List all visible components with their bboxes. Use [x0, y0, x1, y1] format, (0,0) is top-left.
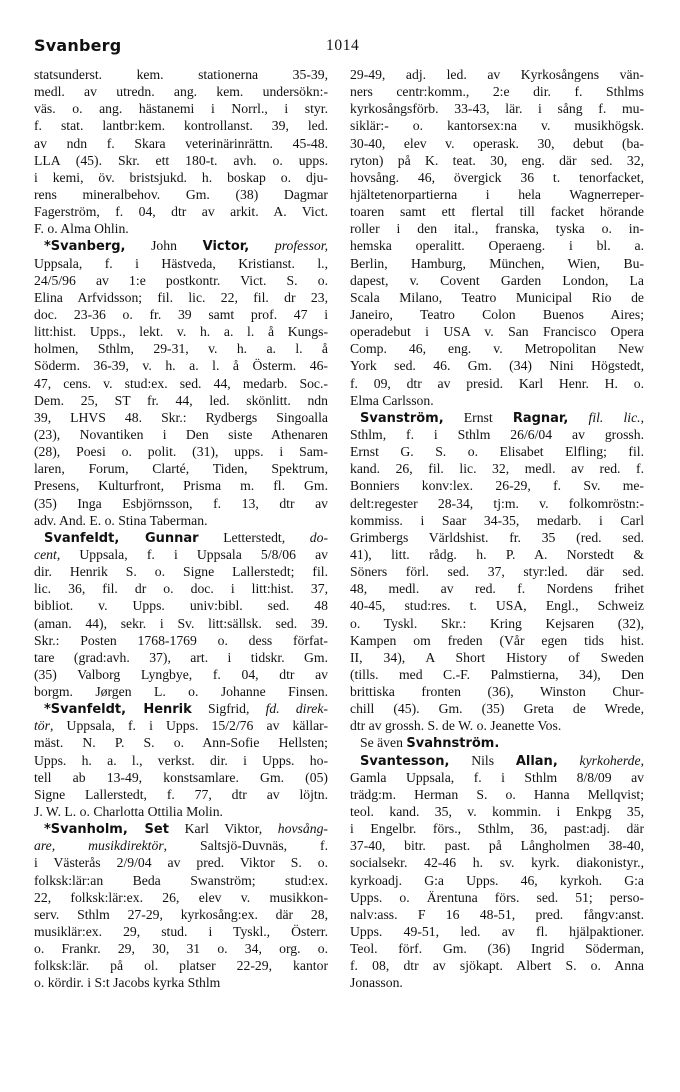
- text-line: dapest, v. Covent Garden London, La: [350, 272, 644, 288]
- text-line: 48, medl. av red. f. Nordens frihet: [350, 581, 644, 597]
- text-line: (tills. med C.-F. Palmstierna, 34), Den: [350, 666, 644, 682]
- text-line: Elma Carlsson.: [350, 392, 434, 408]
- text-line: Bonniers konv:lex. 26-29, f. Sv. me-: [350, 478, 644, 494]
- text-line: *Svanfeldt, Henrik Sigfrid, fd. direk-: [44, 701, 328, 718]
- text-line: siklär:- o. kantorsex:na v. musikhögsk.: [350, 118, 644, 134]
- text-line: tare (grad:avh. 37), art. i tidskr. Gm.: [34, 649, 328, 665]
- text-line: rens mineralbehov. Gm. (38) Dagmar: [34, 186, 328, 202]
- running-head: Svanberg: [34, 36, 122, 55]
- text-line: i Västerås 2/9/04 av pred. Viktor S. o.: [34, 855, 328, 871]
- text-line: (35) Inga Esbjörnsson, f. 13, dtr av: [34, 495, 328, 511]
- text-line: adv. And. E. o. Stina Taberman.: [34, 512, 208, 528]
- text-line: brittiska fronten (36), Winston Chur-: [350, 684, 644, 700]
- text-line: roller i den ital., franska, tyska o. in-: [350, 221, 644, 237]
- text-line: tell ab 13-49, konstsamlare. Gm. (05): [34, 769, 328, 785]
- text-line: doc. 23-36 o. fr. 39 samt prof. 47 i: [34, 306, 328, 322]
- text-line: 22, folksk:lär:ex. 26, elev v. musikkon-: [34, 889, 328, 905]
- text-line: Söners förl. sed. 37, styr:led. där sed.: [350, 564, 644, 580]
- text-line: (28), Poesi o. polit. (31), upps. i Sam-: [34, 444, 328, 460]
- text-line: kand. 26, fil. lic. 32, medl. av red. f.: [350, 461, 644, 477]
- text-line: Dem. 25, ST fr. 44, led. skönlitt. ndn: [34, 392, 328, 408]
- text-line: litt:hist. Upps., lekt. v. h. a. l. å Kungs-: [34, 324, 328, 340]
- text-line: folksk:lär:an Beda Swanström; stud:ex.: [34, 872, 328, 888]
- text-line: väs. o. ang. hästanemi i Norrl., i styr.: [34, 101, 328, 117]
- left-column: [34, 66, 328, 992]
- text-line: teol. kand. 35, v. kommin. i Enkpg 35,: [350, 804, 644, 820]
- text-line: musiklär:ex. 29, stud. i Tyskl., Österr.: [34, 924, 328, 940]
- text-line: J. W. L. o. Charlotta Ottilia Molin.: [34, 804, 223, 820]
- text-line: Elina Arfvidsson; fil. lic. 22, fil. dr 23,: [34, 289, 328, 305]
- text-line: F. o. Alma Ohlin.: [34, 221, 129, 237]
- text-line: LLA (45). Skr. ett 180-t. avh. o. upps.: [34, 152, 328, 168]
- text-line: dtr av grossh. S. de W. o. Jeanette Vos.: [350, 718, 562, 734]
- text-line: Signe Lallerstedt, f. 77, dtr av löjtn.: [34, 786, 328, 802]
- text-line: Teol. förf. Gm. (36) Ingrid Söderman,: [350, 941, 644, 957]
- text-line: Janeiro, Teatro Colon Buenos Aires;: [350, 306, 644, 322]
- text-line: *Svanberg, John Victor, professor,: [44, 238, 328, 255]
- text-line: Comp. 46, eng. v. Metropolitan New: [350, 341, 644, 357]
- text-line: socialsekr. 42-46 h. sv. kyrk. diakonistyr.,: [350, 855, 644, 871]
- text-line: f. 09, dtr av presid. Karl Henr. H. o.: [350, 375, 644, 391]
- text-line: ners centr:komm., 2:e dir. f. Sthlms: [350, 84, 644, 100]
- text-line: Uppsala, f. i Hästveda, Kristianst. l.,: [34, 255, 328, 271]
- text-line: Gamla Uppsala, f. i Sthlm 8/8/09 av: [350, 769, 644, 785]
- text-line: hovsång. 46, övergick 36 t. tenorfacket,: [350, 169, 644, 185]
- text-line: 37-40, bitr. past. på Långholmen 38-40,: [350, 838, 644, 854]
- text-line: statsunderst. kem. stationerna 35-39,: [34, 67, 328, 82]
- text-line: Se även Svahnström.: [360, 735, 500, 752]
- text-line: kyrkosångsförb. 33-43, lär. i sång f. mu-: [350, 101, 644, 117]
- text-line: Upps. 49-51, led. av fl. hjälpaktioner.: [350, 924, 644, 940]
- text-line: delt:regester 28-34, tj:m. v. folkomröstn:-: [350, 495, 644, 511]
- text-line: o. Tyskl. Skr.: Kring Kejsaren (32),: [350, 615, 644, 631]
- text-line: toaren samt ett flertal till facket hörande: [350, 204, 644, 220]
- text-line: folksk:lär. på ol. platser 22-29, kantor: [34, 958, 328, 974]
- text-line: 40-45, stud:res. t. USA, Engl., Schweiz: [350, 598, 644, 614]
- text-line: ryton) på K. teat. 30, eng. där sed. 32,: [350, 152, 644, 168]
- text-line: Ernst G. S. o. Elisabet Elfling; fil.: [350, 444, 644, 460]
- text-line: Svanström, Ernst Ragnar, fil. lic.,: [360, 409, 644, 426]
- text-line: f. 08, dtr av sjökapt. Albert S. o. Anna: [350, 958, 644, 974]
- text-line: chill (45). Gm. (35) Greta de Wrede,: [350, 701, 644, 717]
- text-line: o. kördir. i S:t Jacobs kyrka Sthlm: [34, 975, 221, 991]
- text-line: 24/5/96 av 1:e postkontr. Vict. S. o.: [34, 272, 328, 288]
- text-line: kommiss. i Saar 34-35, medarb. i Carl: [350, 512, 644, 528]
- text-line: i Engelbr. förs., Sthlm, 36, past:adj. där: [350, 821, 644, 837]
- text-line: (35) Valborg Lyngbye, f. 04, dtr av: [34, 666, 328, 682]
- text-line: holmen, Sthlm, 29-31, v. h. a. l. å: [34, 341, 328, 357]
- text-line: York sed. 46. Gm. (34) Nini Högstedt,: [350, 358, 644, 374]
- text-line: tör, Uppsala, f. i Upps. 15/2/76 av källar-: [34, 718, 328, 734]
- text-line: hjältetenorpartierna i hela Wagnerreper-: [350, 186, 644, 202]
- text-line: lic. 36, fil. dr o. doc. i litt:hist. 37,: [34, 581, 328, 597]
- text-line: o. Frankr. 29, 30, 31 o. 34, org. o.: [34, 941, 328, 957]
- text-line: 47, cens. v. stud:ex. sed. 44, medarb. Soc.-: [34, 375, 328, 391]
- text-line: are, musikdirektör, Saltsjö-Duvnäs, f.: [34, 838, 328, 854]
- text-line: II, 34), A Short History of Sweden: [350, 649, 644, 665]
- text-line: nalv:ass. F 16 48-51, pred. fångv:anst.: [350, 906, 644, 922]
- text-line: dir. Henrik S. o. Signe Lallerstedt; fil.: [34, 564, 328, 580]
- text-line: bibliot. v. Upps. univ:bibl. sed. 48: [34, 598, 328, 614]
- text-line: Upps. h. a. l., verkst. dir. i Upps. ho-: [34, 752, 328, 768]
- text-line: kyrkoadj. G:a Upps. 46, kyrkoh. G:a: [350, 872, 644, 888]
- text-line: 30-40, elev v. operask. 30, debut (ba-: [350, 135, 644, 151]
- text-line: 39, LHVS 48. Skr.: Rydbergs Singoalla: [34, 409, 328, 425]
- text-line: Jonasson.: [350, 975, 403, 991]
- text-line: 41), litt. rådg. h. P. A. Norstedt &: [350, 546, 644, 562]
- text-line: Sthlm, f. i Sthlm 26/6/04 av grossh.: [350, 426, 644, 442]
- text-line: operadebut i USA v. San Francisco Opera: [350, 324, 644, 340]
- text-line: mäst. N. P. S. o. Ann-Sofie Hellsten;: [34, 735, 328, 751]
- right-column: [350, 66, 644, 992]
- text-line: borgm. Jørgen L. o. Johanne Finsen.: [34, 684, 328, 700]
- page-number: 1014: [326, 37, 360, 54]
- text-line: *Svanholm, Set Karl Viktor, hovsång-: [44, 821, 328, 838]
- text-line: av ndn f. Skara veterinärinrättn. 45-48.: [34, 135, 328, 151]
- text-line: (aman. 44), sekr. i Sv. litt:sällsk. sed. 39.: [34, 615, 328, 631]
- text-line: trädg:m. Herman S. o. Hanna Mellqvist;: [350, 786, 644, 802]
- page-header: [0, 30, 680, 58]
- text-line: Scala Milano, Teatro Municipal Rio de: [350, 289, 644, 305]
- text-line: cent, Uppsala, f. i Uppsala 5/8/06 av: [34, 546, 328, 562]
- text-line: i kemi, öv. bristsjukd. h. boskap o. dju-: [34, 169, 328, 185]
- text-line: medl. av utredn. ang. kem. undersökn:-: [34, 84, 328, 100]
- text-line: Grimbergs Världshist. fr. 35 (red. sed.: [350, 529, 644, 545]
- text-line: Svantesson, Nils Allan, kyrkoherde,: [360, 752, 644, 769]
- text-line: Berlin, Hamburg, München, Wien, Bu-: [350, 255, 644, 271]
- text-line: Presens, Kulturfront, Prisma m. fl. Gm.: [34, 478, 328, 494]
- text-line: laren, Forum, Clarté, Tiden, Spektrum,: [34, 461, 328, 477]
- text-line: Söderm. 36-39, v. h. a. l. å Österm. 46-: [34, 358, 328, 374]
- text-line: Upps. o. Ärentuna förs. sed. 51; perso-: [350, 889, 644, 905]
- text-line: (23), Novantiken i Den siste Athenaren: [34, 426, 328, 442]
- text-line: 29-49, adj. led. av Kyrkosångens vän-: [350, 67, 644, 82]
- text-line: Svanfeldt, Gunnar Letterstedt, do-: [44, 529, 328, 546]
- text-line: f. stat. lantbr:kem. kontrollanst. 39, led.: [34, 118, 328, 134]
- text-line: serv. Sthlm 27-29, kyrkosång:ex. där 28,: [34, 906, 328, 922]
- text-line: Kampen om freden (Vår egen tids hist.: [350, 632, 644, 648]
- text-line: hemska operalitt. Operaeng. i bl. a.: [350, 238, 644, 254]
- text-line: Fagerström, f. 04, dtr av arkit. A. Vict.: [34, 204, 328, 220]
- text-line: Skr.: Posten 1768-1769 o. dess förfat-: [34, 632, 328, 648]
